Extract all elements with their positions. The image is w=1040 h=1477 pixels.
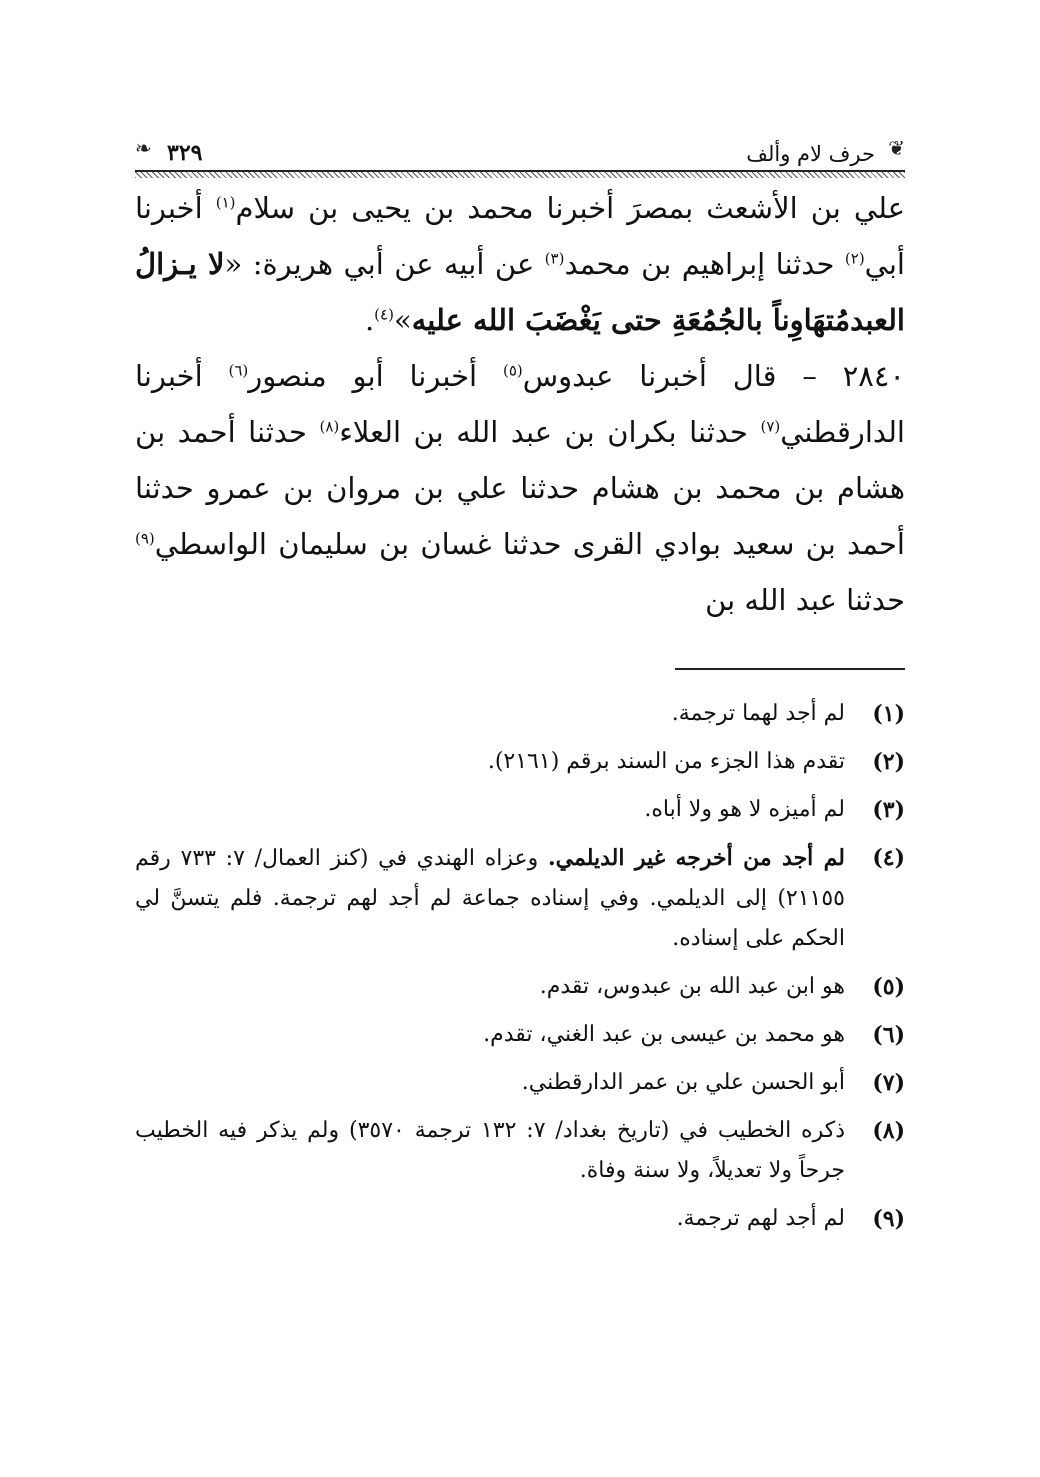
header-title: حرف لام وألف: [746, 142, 875, 166]
footnote-text: لم أجد لهم ترجمة.: [676, 1206, 845, 1231]
paragraph-2: [135, 348, 905, 628]
footnote-number: (٨): [872, 1118, 905, 1144]
text-run: أخبرنا الدارقطني: [135, 359, 905, 449]
footnote-1: [135, 694, 905, 734]
footnote-3: [135, 790, 905, 830]
text-run: حدثنا عبد الله بن: [705, 583, 905, 617]
page-number: ٣٢٩: [167, 140, 203, 166]
text-run: ٢٨٤٠ – قال أخبرنا عبدوس: [522, 359, 905, 393]
paragraph-1: [135, 180, 905, 348]
footnote-2: [135, 742, 905, 782]
main-text: [135, 180, 905, 628]
text-run: حدثنا إبراهيم بن محمد: [564, 247, 845, 281]
footnote-number: (٤): [872, 845, 905, 871]
footnote-text: هو ابن عبد الله بن عبدوس، تقدم.: [539, 974, 845, 999]
text-run: حدثنا بكران بن عبد الله بن العلاء: [339, 415, 761, 449]
footnote-7: [135, 1063, 905, 1103]
footnote-number: (٩): [872, 1206, 905, 1232]
footnote-text: وعزاه الهندي في (كنز العمال/ ٧: ٧٣٣ رقم ٢١١٥٥) إلى الديلمي. وفي إسناده جماعة لم أجد لهم ترجمة. فلم يتسنَّ لي الحكم على إسناده.: [135, 846, 845, 951]
footnotes-list: [135, 694, 905, 1239]
footnote-8: [135, 1111, 905, 1191]
footnote-9: [135, 1199, 905, 1239]
footnote-number: (٣): [872, 797, 905, 823]
footnote-number: (١): [872, 701, 905, 727]
footnote-ref-3[interactable]: (٣): [544, 249, 565, 268]
footnote-5: [135, 967, 905, 1007]
footnote-ref-2[interactable]: (٢): [844, 249, 865, 268]
ornament-left-icon: ❧: [135, 136, 152, 160]
footnote-ref-1[interactable]: (١): [215, 193, 236, 212]
footnote-number: (٧): [872, 1070, 905, 1096]
footnote-number: (٢): [872, 749, 905, 775]
footnote-ref-8[interactable]: (٨): [319, 417, 340, 436]
footnote-number: (٦): [872, 1022, 905, 1048]
footnote-text: أبو الحسن علي بن عمر الدارقطني.: [521, 1070, 845, 1095]
text-run: »: [393, 303, 412, 337]
footnote-text-container: [135, 838, 845, 959]
footnote-4: [135, 838, 905, 959]
text-run: حدثنا أحمد بن هشام بن محمد بن هشام حدثنا علي بن مروان بن عمرو حدثنا أحمد بن سعيد بوادي القرى حدثنا غسان بن سليمان الواسطي: [135, 415, 906, 561]
text-run: علي بن الأشعث بمصرَ أخبرنا محمد بن يحيى بن سلام: [235, 191, 905, 225]
footnote-ref-9[interactable]: (٩): [135, 529, 155, 548]
header-rule: [135, 170, 905, 178]
footnote-text: ذكره الخطيب في (تاريخ بغداد/ ٧: ١٣٢ ترجمة ٣٥٧٠) ولم يذكر فيه الخطيب جرحاً ولا تعديلاً، ولا سنة وفاة.: [135, 1118, 845, 1183]
footnote-bold-text: لم أجد من أخرجه غير الديلمي.: [547, 845, 845, 871]
footnote-text: لم أجد لهما ترجمة.: [671, 701, 845, 726]
text-run: .: [364, 303, 375, 337]
text-run: أخبرنا أبو منصور: [248, 359, 503, 393]
footnote-6: [135, 1015, 905, 1055]
book-page: [135, 120, 905, 1417]
footnote-ref-4[interactable]: (٤): [374, 305, 394, 324]
text-run: عن أبيه عن أبي هريرة: «: [224, 247, 545, 281]
footnote-text: لم أميزه لا هو ولا أباه.: [644, 797, 845, 822]
footnote-ref-7[interactable]: (٧): [760, 417, 781, 436]
footnote-number: (٥): [872, 974, 905, 1000]
running-header: [135, 120, 905, 180]
text-run: أخبرنا أبي: [135, 191, 905, 281]
footnote-text: هو محمد بن عيسى بن عبد الغني، تقدم.: [483, 1022, 845, 1047]
footnote-text: تقدم هذا الجزء من السند برقم (٢١٦١).: [487, 749, 845, 774]
footnote-ref-6[interactable]: (٦): [228, 361, 249, 380]
ornament-right-icon: ❦: [888, 136, 905, 160]
footnote-ref-5[interactable]: (٥): [502, 361, 523, 380]
footnote-separator: [675, 668, 905, 670]
hadith-text: لا يـزالُ العبدمُتهَاوِناً بالجُمُعَةِ حتى يَغْضَبَ الله عليه: [135, 247, 905, 337]
